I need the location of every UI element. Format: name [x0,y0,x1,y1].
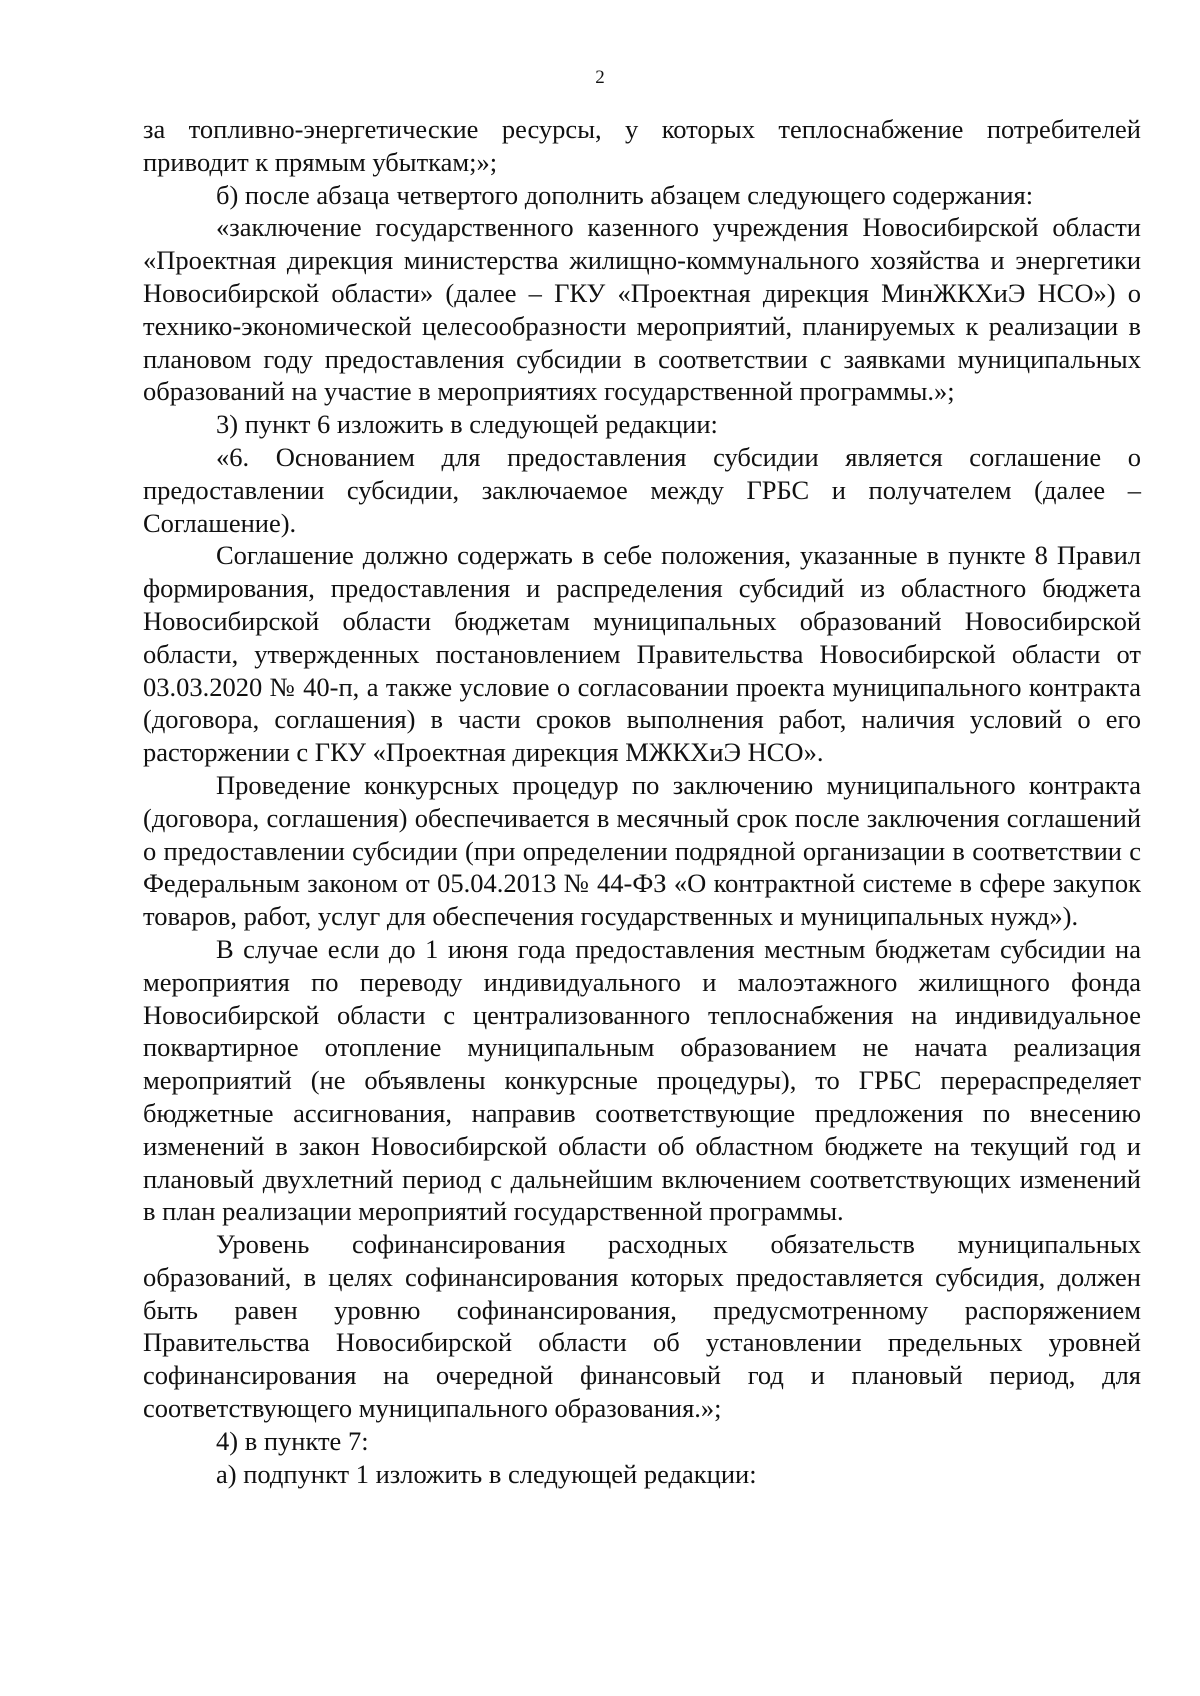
paragraph-agreement-content: Соглашение должно содержать в себе положения, указанные в пункте 8 Правил формирования, предоставления и распределения субсидий из областного бюджета Новосибирской области бюджетам муниципальных образований Новосибирской области, утвержденных постановлением Правительства Новосибирской области от 03.03.2020 № 40-п, а также условие о согласовании проекта муниципального контракта (договора, соглашения) в части сроков выполнения работ, наличия условий о его расторжении с ГКУ «Проектная дирекция МЖКХиЭ НСО». [143,540,1141,768]
paragraph-subitem-b: б) после абзаца четвертого дополнить абзацем следующего содержания: [216,179,1034,210]
paragraph-subitem-a: а) подпункт 1 изложить в следующей редакции: [216,1458,757,1489]
paragraph-quoted-conclusion: «заключение государственного казенного учреждения Новосибирской области «Проектная дирекция министерства жилищно-коммунального хозяйства и энергетики Новосибирской области» (далее – ГКУ «Проектная дирекция МинЖКХиЭ НСО») о технико-экономической целесообразности мероприятий, планируемых к реализации в плановом году предоставления субсидии в соответствии с заявками муниципальных образований на участие в мероприятиях государственной программы.»; [143,212,1141,407]
paragraph-item-4: 4) в пункте 7: [216,1425,369,1456]
document-body [143,113,1141,1490]
paragraph-clause-6: «6. Основанием для предоставления субсидии является соглашение о предоставлении субсидии, заключаемое между ГРБС и получателем (далее – Соглашение). [143,441,1141,538]
page-number: 2 [595,67,605,88]
paragraph-continuation: за топливно-энергетические ресурсы, у которых теплоснабжение потребителей приводит к прямым убыткам;»; [143,114,1141,177]
paragraph-item-3: 3) пункт 6 изложить в следующей редакции: [216,409,718,440]
paragraph-procurement: Проведение конкурсных процедур по заключению муниципального контракта (договора, соглашения) обеспечивается в месячный срок после заключения соглашений о предоставлении субсидии (при определении подрядной организации в соответствии с Федеральным законом от 05.04.2013 № 44-ФЗ «О контрактной системе в сфере закупок товаров, работ, услуг для обеспечения государственных и муниципальных нужд»). [143,769,1141,932]
paragraph-redistribution: В случае если до 1 июня года предоставления местным бюджетам субсидии на мероприятия по переводу индивидуального и малоэтажного жилищного фонда Новосибирской области с централизованного теплоснабжения на индивидуальное поквартирное отопление муниципальным образованием не начата реализация мероприятий (не объявлены конкурсные процедуры), то ГРБС перераспределяет бюджетные ассигнования, направив соответствующие предложения по внесению изменений в закон Новосибирской области об областном бюджете на текущий год и плановый двухлетний период с дальнейшим включением соответствующих изменений в план реализации мероприятий государственной программы. [143,933,1141,1227]
paragraph-cofinancing: Уровень софинансирования расходных обязательств муниципальных образований, в целях софинансирования которых предоставляется субсидия, должен быть равен уровню софинансирования, предусмотренному распоряжением Правительства Новосибирской области об установлении предельных уровней софинансирования на очередной финансовый год и плановый период, для соответствующего муниципального образования.»; [143,1229,1141,1424]
